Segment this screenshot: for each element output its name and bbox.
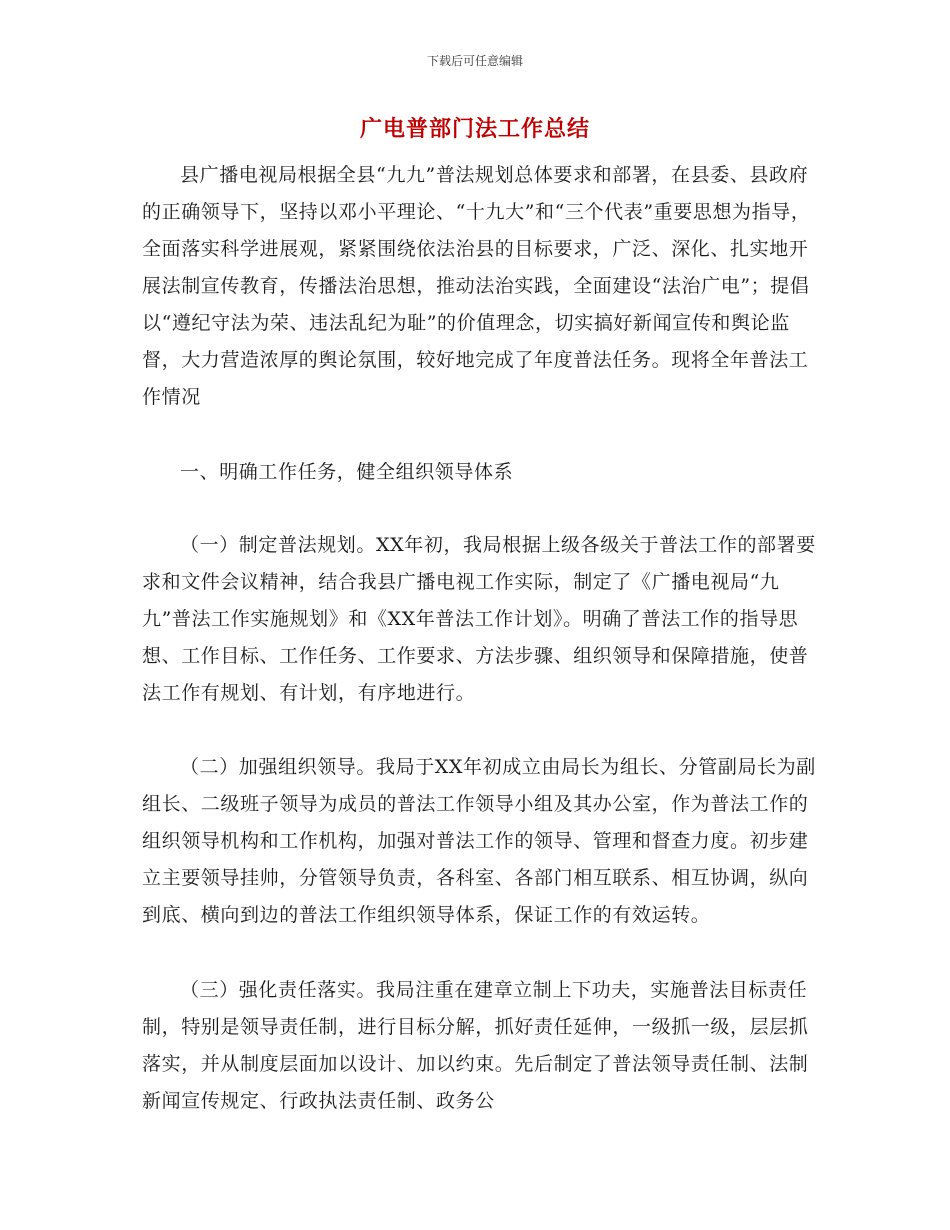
item-2-block: [142, 749, 820, 934]
item-1-block: [142, 527, 820, 712]
item-1-paragraph: （一）制定普法规划。XX年初，我局根据上级各级关于普法工作的部署要求和文件会议精神，结合我县广播电视工作实际，制定了《广播电视局“九九”普法工作实施规划》和《XX年普法工作计划》。明确了普法工作的指导思想、工作目标、工作任务、工作要求、方法步骤、组织领导和保障措施，使普法工作有规划、有计划，有序地进行。: [142, 534, 816, 704]
page-title: 广电普部门法工作总结: [359, 117, 590, 142]
section-heading: 一、明确工作任务，健全组织领导体系: [180, 461, 514, 483]
section-heading-block: [142, 454, 820, 491]
header-note: 下载后可任意编辑: [426, 54, 523, 68]
intro-paragraph: 县广播电视局根据全县“九九”普法规划总体要求和部署，在县委、县政府的正确领导下，坚持以邓小平理论、“十九大”和“三个代表”重要思想为指导，全面落实科学进展观，紧紧围绕依法治县的目标要求，广泛、深化、扎实地开展法制宣传教育，传播法治思想，推动法治实践，全面建设“法治广电”；提倡以“遵纪守法为荣、违法乱纪为耻”的价值理念，切实搞好新闻宣传和舆论监督，大力营造浓厚的舆论氛围，较好地完成了年度普法任务。现将全年普法工作情况: [142, 164, 811, 408]
item-3-block: [142, 972, 820, 1120]
item-3-paragraph: （三）强化责任落实。我局注重在建章立制上下功夫，实施普法目标责任制，特别是领导责任制，进行目标分解，抓好责任延伸，一级抓一级，层层抓落实，并从制度层面加以设计、加以约束。先后制定了普法领导责任制、法制新闻宣传规定、行政执法责任制、政务公: [142, 979, 809, 1112]
item-2-paragraph: （二）加强组织领导。我局于XX年初成立由局长为组长、分管副局长为副组长、二级班子领导为成员的普法工作领导小组及其办公室，作为普法工作的组织领导机构和工作机构，加强对普法工作的领导、管理和督查力度。初步建立主要领导挂帅，分管领导负责，各科室、各部门相互联系、相互协调，纵向到底、横向到边的普法工作组织领导体系，保证工作的有效运转。: [142, 756, 816, 926]
intro-paragraph-block: [142, 157, 820, 416]
